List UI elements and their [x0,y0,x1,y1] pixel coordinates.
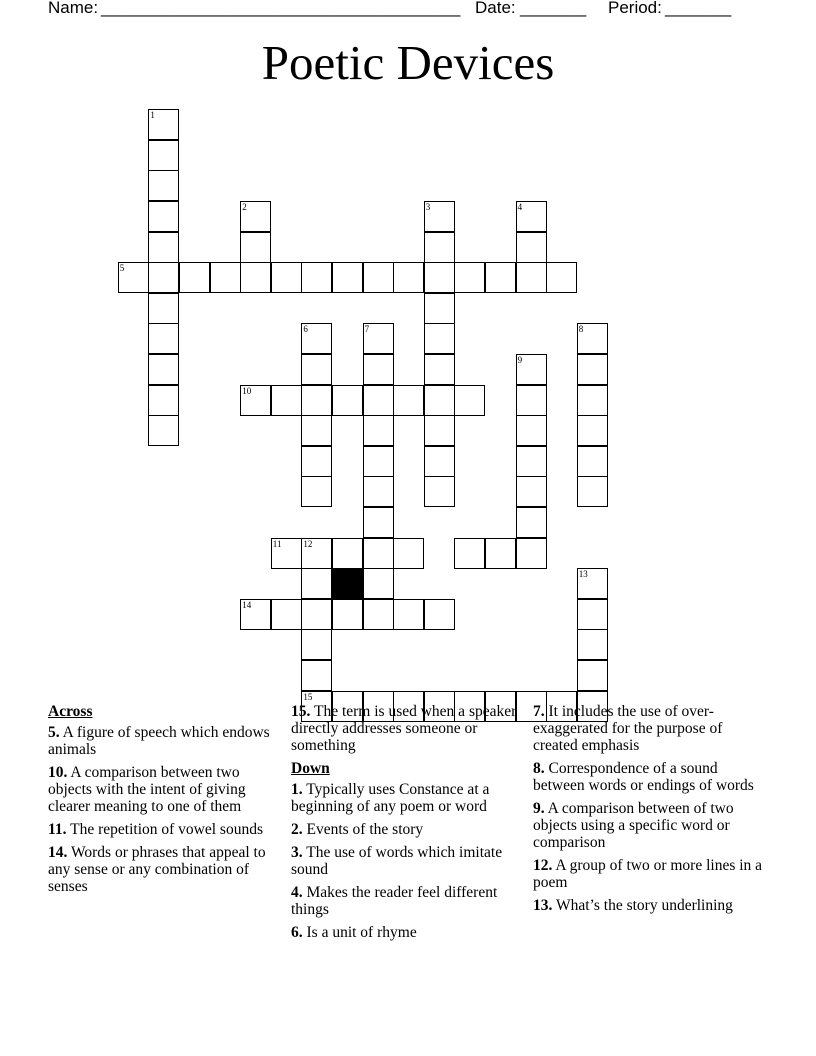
crossword-cell[interactable] [577,629,608,660]
crossword-cell[interactable] [240,385,271,416]
name-field[interactable]: ______________________________________ [101,0,461,17]
crossword-cell[interactable] [332,599,363,630]
clue-number: 11 [272,538,282,549]
crossword-cell[interactable] [485,538,516,569]
clue-number: 10 [242,385,252,396]
crossword-cell[interactable] [301,385,332,416]
crossword-cell[interactable] [301,354,332,385]
clue-down-9: 9. A comparison between of two objects using a specific word or comparison [533,800,734,851]
clue-number: 14 [242,599,252,610]
crossword-cell[interactable] [363,415,394,446]
clue-number: 8 [578,324,584,335]
crossword-cell[interactable] [271,262,302,293]
period-field[interactable]: _______ [665,0,732,17]
crossword-cell[interactable] [118,262,149,293]
clue-down-3: 3. The use of words which imitate sound [291,844,503,878]
crossword-cell[interactable] [577,568,608,599]
crossword-cell[interactable] [393,538,424,569]
clue-number: 5 [119,263,125,274]
clue-number: 15 [303,691,313,702]
crossword-cell[interactable] [424,476,455,507]
clue-number: 9 [517,355,523,365]
crossword-cell[interactable] [301,660,332,691]
crossword-cell[interactable] [148,323,179,354]
crossword-cell[interactable] [516,262,547,293]
clues-column-3 [533,703,769,920]
crossword-cell[interactable] [577,323,608,354]
crossword-cell[interactable] [454,385,485,416]
crossword-cell[interactable] [577,599,608,630]
crossword-cell[interactable] [301,568,332,599]
clue-down-2: 2. Events of the story [291,821,424,838]
crossword-cell[interactable] [332,385,363,416]
clue-number: 12 [303,538,313,549]
crossword-cell[interactable] [424,201,455,232]
crossword-cell[interactable] [577,446,608,477]
crossword-cell[interactable] [240,599,271,630]
clue-down-1: 1. Typically uses Constance at a beginning of any poem or word [291,781,490,815]
crossword-cell[interactable] [454,538,485,569]
crossword-cell[interactable] [271,538,302,569]
crossword-cell[interactable] [516,415,547,446]
clue-number: 3 [425,202,431,212]
clue-across-14: 14. Words or phrases that appeal to any sense or any combination of senses [48,844,266,895]
across-heading: Across [48,703,93,720]
crossword-cell[interactable] [363,323,394,354]
crossword-cell[interactable] [546,262,577,293]
clue-number: 4 [517,202,523,212]
crossword-cell[interactable] [363,538,394,569]
date-field[interactable]: _______ [520,0,587,17]
clue-across-11: 11. The repetition of vowel sounds [48,821,263,838]
crossword-cell[interactable] [424,262,455,293]
crossword-cell[interactable] [577,415,608,446]
crossword-cell[interactable] [148,170,179,201]
down-heading: Down [291,760,330,777]
crossword-cell[interactable] [271,385,302,416]
crossword-cell[interactable] [577,476,608,507]
crossword-cell[interactable] [179,262,210,293]
crossword-cell[interactable] [424,385,455,416]
crossword-cell[interactable] [485,262,516,293]
clue-down-7: 7. It includes the use of over-exaggerated for the purpose of created emphasis [533,703,723,754]
crossword-cell[interactable] [516,476,547,507]
crossword-cell[interactable] [424,446,455,477]
clue-number: 7 [364,324,370,335]
crossword-cell[interactable] [363,476,394,507]
clue-across-15: 15. The term is used when a speaker directly addresses someone or something [291,703,517,754]
clue-down-8: 8. Correspondence of a sound between words or endings of words [533,760,754,794]
crossword-cell[interactable] [363,446,394,477]
crossword-cell[interactable] [148,354,179,385]
crossword-block-cell [332,568,363,599]
crossword-cell[interactable] [301,323,332,354]
clue-number: 2 [242,202,247,212]
clue-down-6: 6. Is a unit of rhyme [291,924,417,941]
crossword-cell[interactable] [424,232,455,263]
clue-down-12: 12. A group of two or more lines in a poem [533,857,763,891]
crossword-cell[interactable] [148,293,179,324]
crossword-cell[interactable] [301,446,332,477]
crossword-cell[interactable] [363,262,394,293]
name-label: Name: [48,0,99,17]
page-title: Poetic Devices [261,35,555,90]
crossword-cell[interactable] [424,354,455,385]
crossword-cell[interactable] [363,354,394,385]
clues-column-1 [48,703,284,901]
crossword-cell[interactable] [577,660,608,691]
crossword-cell[interactable] [393,385,424,416]
clues-column-2 [291,703,527,947]
crossword-cell[interactable] [516,538,547,569]
crossword-cell[interactable] [424,599,455,630]
crossword-cell[interactable] [424,415,455,446]
crossword-cell[interactable] [148,385,179,416]
crossword-cell[interactable] [148,140,179,171]
crossword-cell[interactable] [393,599,424,630]
crossword-cell[interactable] [454,262,485,293]
crossword-cell[interactable] [577,385,608,416]
crossword-cell[interactable] [148,262,179,293]
clue-number: 13 [578,569,588,580]
crossword-cell[interactable] [210,262,241,293]
period-label: Period: [608,0,662,17]
crossword-cell[interactable] [363,507,394,538]
crossword-cell[interactable] [148,201,179,232]
crossword-cell[interactable] [516,507,547,538]
crossword-cell[interactable] [332,262,363,293]
crossword-cell[interactable] [240,232,271,263]
clue-number: 1 [150,110,155,121]
crossword-cell[interactable] [332,538,363,569]
crossword-cell[interactable] [516,354,547,385]
crossword-cell[interactable] [577,354,608,385]
crossword-cell[interactable] [516,446,547,477]
crossword-cell[interactable] [363,599,394,630]
crossword-cell[interactable] [240,201,271,232]
crossword-cell[interactable] [301,262,332,293]
crossword-cell[interactable] [301,538,332,569]
crossword-cell[interactable] [516,232,547,263]
crossword-cell[interactable] [301,476,332,507]
clue-across-5: 5. A figure of speech which endows animals [48,724,270,758]
crossword-cell[interactable] [301,629,332,660]
clue-number: 6 [303,324,308,335]
crossword-cell[interactable] [516,385,547,416]
clue-down-4: 4. Makes the reader feel different things [291,884,498,918]
crossword-cell[interactable] [301,599,332,630]
crossword-cell[interactable] [363,568,394,599]
crossword-cell[interactable] [363,385,394,416]
crossword-cell[interactable] [271,599,302,630]
crossword-cell[interactable] [148,109,179,140]
crossword-cell[interactable] [148,232,179,263]
crossword-cell[interactable] [424,293,455,324]
crossword-cell[interactable] [424,323,455,354]
crossword-cell[interactable] [516,201,547,232]
date-label: Date: [475,0,516,17]
clue-down-13: 13. What’s the story underlining [533,897,733,914]
crossword-cell[interactable] [301,415,332,446]
crossword-cell[interactable] [393,262,424,293]
clue-across-10: 10. A comparison between two objects with the intent of giving clearer meaning to one of them [48,764,246,815]
crossword-cell[interactable] [148,415,179,446]
crossword-cell[interactable] [240,262,271,293]
